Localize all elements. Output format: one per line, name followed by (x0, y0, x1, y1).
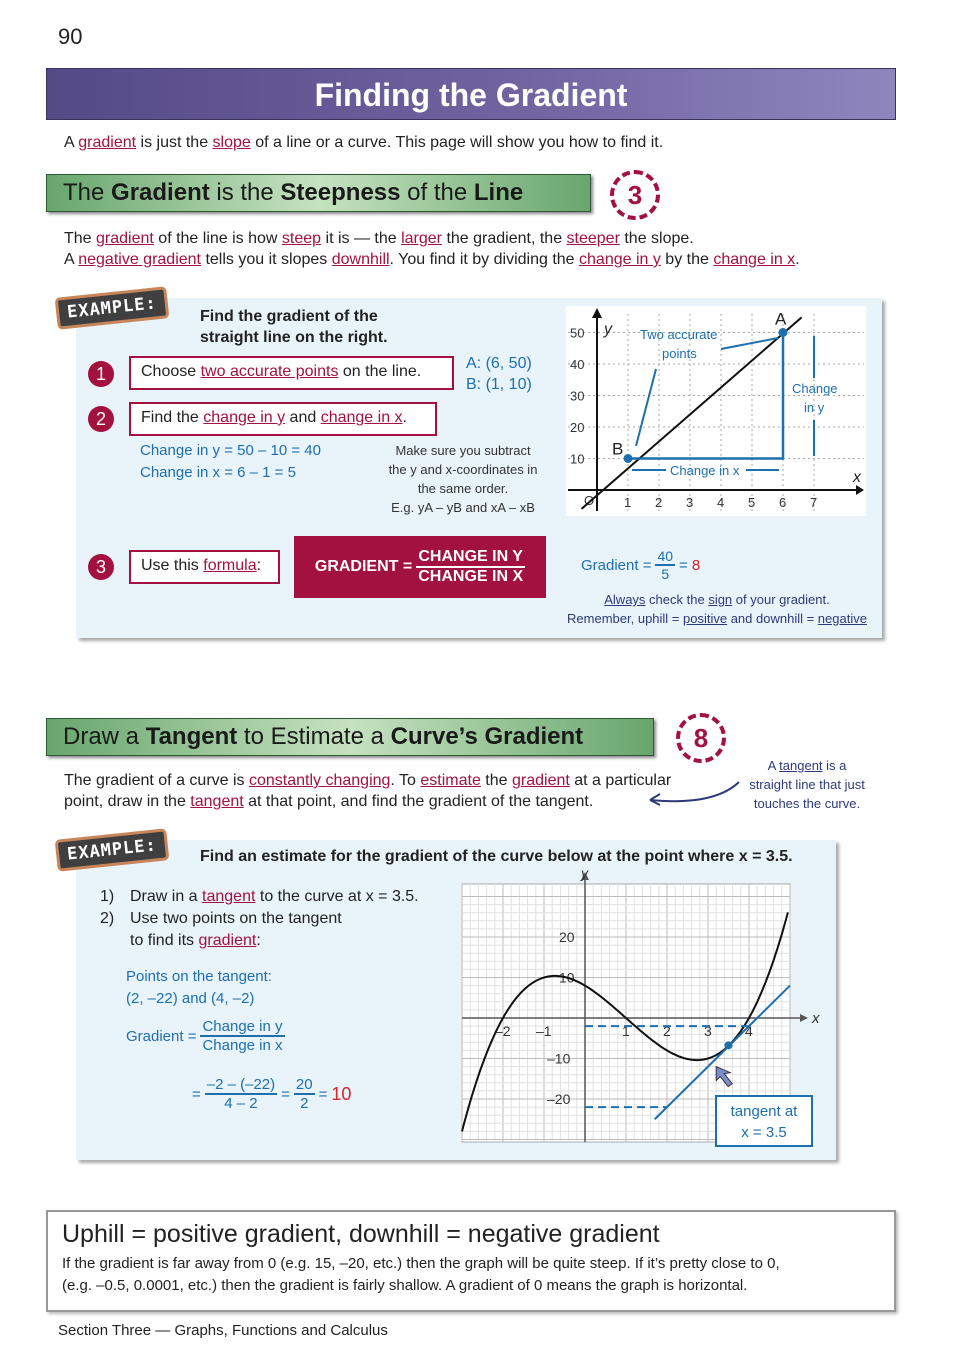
keyword: gradient (78, 134, 137, 151)
change-values: Change in y = 50 – 10 = 40 Change in x = 6 – 1 = 5 (140, 442, 321, 481)
y-tick-label: –10 (547, 1050, 571, 1067)
page-title: Finding the Gradient (314, 77, 628, 113)
point-label-b: B (612, 439, 624, 459)
y-tick-label: 30 (570, 388, 585, 404)
x-tick-label: 2 (655, 495, 663, 510)
page-number: 90 (58, 24, 83, 49)
step-number: 3 (88, 554, 114, 580)
y-tick-label: –20 (547, 1091, 571, 1107)
x-tick-label: 4 (745, 1023, 753, 1039)
x-tick-label: –1 (536, 1023, 552, 1039)
tangent-points: Points on the tangent: (2, –22) and (4, –2) (126, 968, 272, 1007)
section-heading-tangent: Draw a Tangent to Estimate a Curve’s Gradient (46, 718, 654, 756)
step-number: 1 (88, 361, 114, 387)
section1-paragraph: The gradient of the line is how steep it is — the larger the gradient, the steeper the slope. A negative gradient tells you it slopes downhill. You find it by dividing the change in y by the change in x. (64, 230, 800, 268)
y-tick-label: 50 (570, 325, 585, 341)
intro-text: A gradient is just the slope of a line or a curve. This page will show you how to find it. (64, 134, 664, 151)
tangent-point (725, 1041, 733, 1049)
y-tick-label: 40 (570, 357, 585, 372)
step-3-box: Use this formula: (129, 550, 280, 584)
gradient-fraction: Gradient = $\frac{\text{Change in y}}{\text{Change in x}}$ (126, 1018, 283, 1054)
x-tick-label: 1 (624, 495, 632, 510)
pointer-arrow-icon (644, 780, 744, 810)
point-label-a: A (775, 309, 787, 329)
step-2-box: Find the change in y and change in x. (129, 402, 437, 436)
point-A (779, 328, 788, 337)
step-1-box: Choose two accurate points on the line. (129, 356, 454, 390)
annotation: Change in x (670, 463, 740, 478)
gradient-result: Gradient = $\frac{40}{5}$ = 8 (581, 548, 701, 582)
sign-note: Always check the sign of your gradient. Remember, uphill = positive and downhill = negative (567, 592, 867, 626)
y-tick-label: 10 (570, 451, 585, 467)
summary-text: If the gradient is far away from 0 (e.g. 15, –20, etc.) then the graph will be quite steep. If it’s pretty close to 0, (e.g. –0.5, 0.0001, etc.) then the gradient is fairly shallow. A gradient of 0 means the graph is horizontal. (62, 1255, 780, 1294)
summary-heading: Uphill = positive gradient, downhill = negative gradient (62, 1220, 660, 1248)
x-tick-label: 3 (704, 1023, 712, 1039)
tangent-steps: 1) Draw in a tangent to the curve at x = 3.5. 2) Use two points on the tangent to find its gradient: (100, 888, 419, 949)
grade-badge-icon: 3 (610, 170, 660, 220)
x-axis-arrow-icon (800, 1014, 808, 1022)
tangent-side-note: A tangent is a straight line that just touches the curve. (749, 758, 865, 811)
x-tick-label: –2 (495, 1023, 511, 1039)
annotation: Change (792, 381, 838, 396)
subtract-note: Make sure you subtract the y and x-coordinates in the same order. E.g. yA – yB and xA – xB (388, 443, 538, 515)
x-tick-label: 3 (686, 495, 694, 510)
y-tick-label: 20 (559, 929, 575, 945)
example-label: EXAMPLE: (55, 828, 170, 872)
x-tick-label: 7 (810, 495, 818, 510)
summary-box (46, 1210, 896, 1312)
y-tick-label: 20 (570, 420, 585, 435)
example-label: EXAMPLE: (55, 286, 170, 330)
page-title-bar (46, 68, 896, 120)
x-axis-label: x (853, 469, 861, 486)
y-tick-label: 10 (559, 969, 575, 986)
points-ab: A: (6, 50) B: (1, 10) (466, 355, 532, 393)
annotation: in y (804, 400, 825, 415)
x-tick-label: 2 (663, 1023, 671, 1039)
example-question: Find the gradient of the straight line on the right. (200, 308, 388, 346)
annotation: points (662, 346, 697, 361)
y-axis-label: y (581, 870, 588, 881)
x-axis-label: x (812, 1010, 820, 1027)
annotation: Two accurate (640, 327, 718, 342)
gradient-calculation: = $\frac{-2 - (-22)}{4 - 2}$ = $\frac{20}{2}$ = 10 (192, 1076, 352, 1112)
tangent-callout: tangent at x = 3.5 (715, 1095, 813, 1147)
grade-badge-icon: 8 (676, 713, 726, 763)
point-B (624, 454, 633, 463)
section2-paragraph: The gradient of a curve is constantly changing. To estimate the gradient at a particular point, draw in the tangent at that point, and find the gradient of the tangent. (64, 772, 672, 810)
section-heading-steepness: The Gradient is the Steepness of the Line (46, 174, 591, 212)
x-tick-label: 1 (622, 1023, 630, 1039)
line-graph (566, 306, 866, 516)
x-tick-label: 6 (779, 495, 787, 510)
x-tick-label: 4 (717, 495, 725, 510)
y-axis-label: y (604, 321, 612, 338)
keyword: slope (212, 134, 251, 151)
step-number: 2 (88, 406, 114, 432)
x-tick-label: 5 (748, 495, 756, 510)
footer: Section Three — Graphs, Functions and Calculus (58, 1322, 388, 1339)
example-question: Find an estimate for the gradient of the curve below at the point where x = 3.5. (200, 848, 793, 865)
gradient-formula: GRADIENT = $\frac{\text{CHANGE IN Y}}{\text{CHANGE IN X}}$ (294, 536, 546, 598)
origin-label: O (584, 493, 595, 508)
